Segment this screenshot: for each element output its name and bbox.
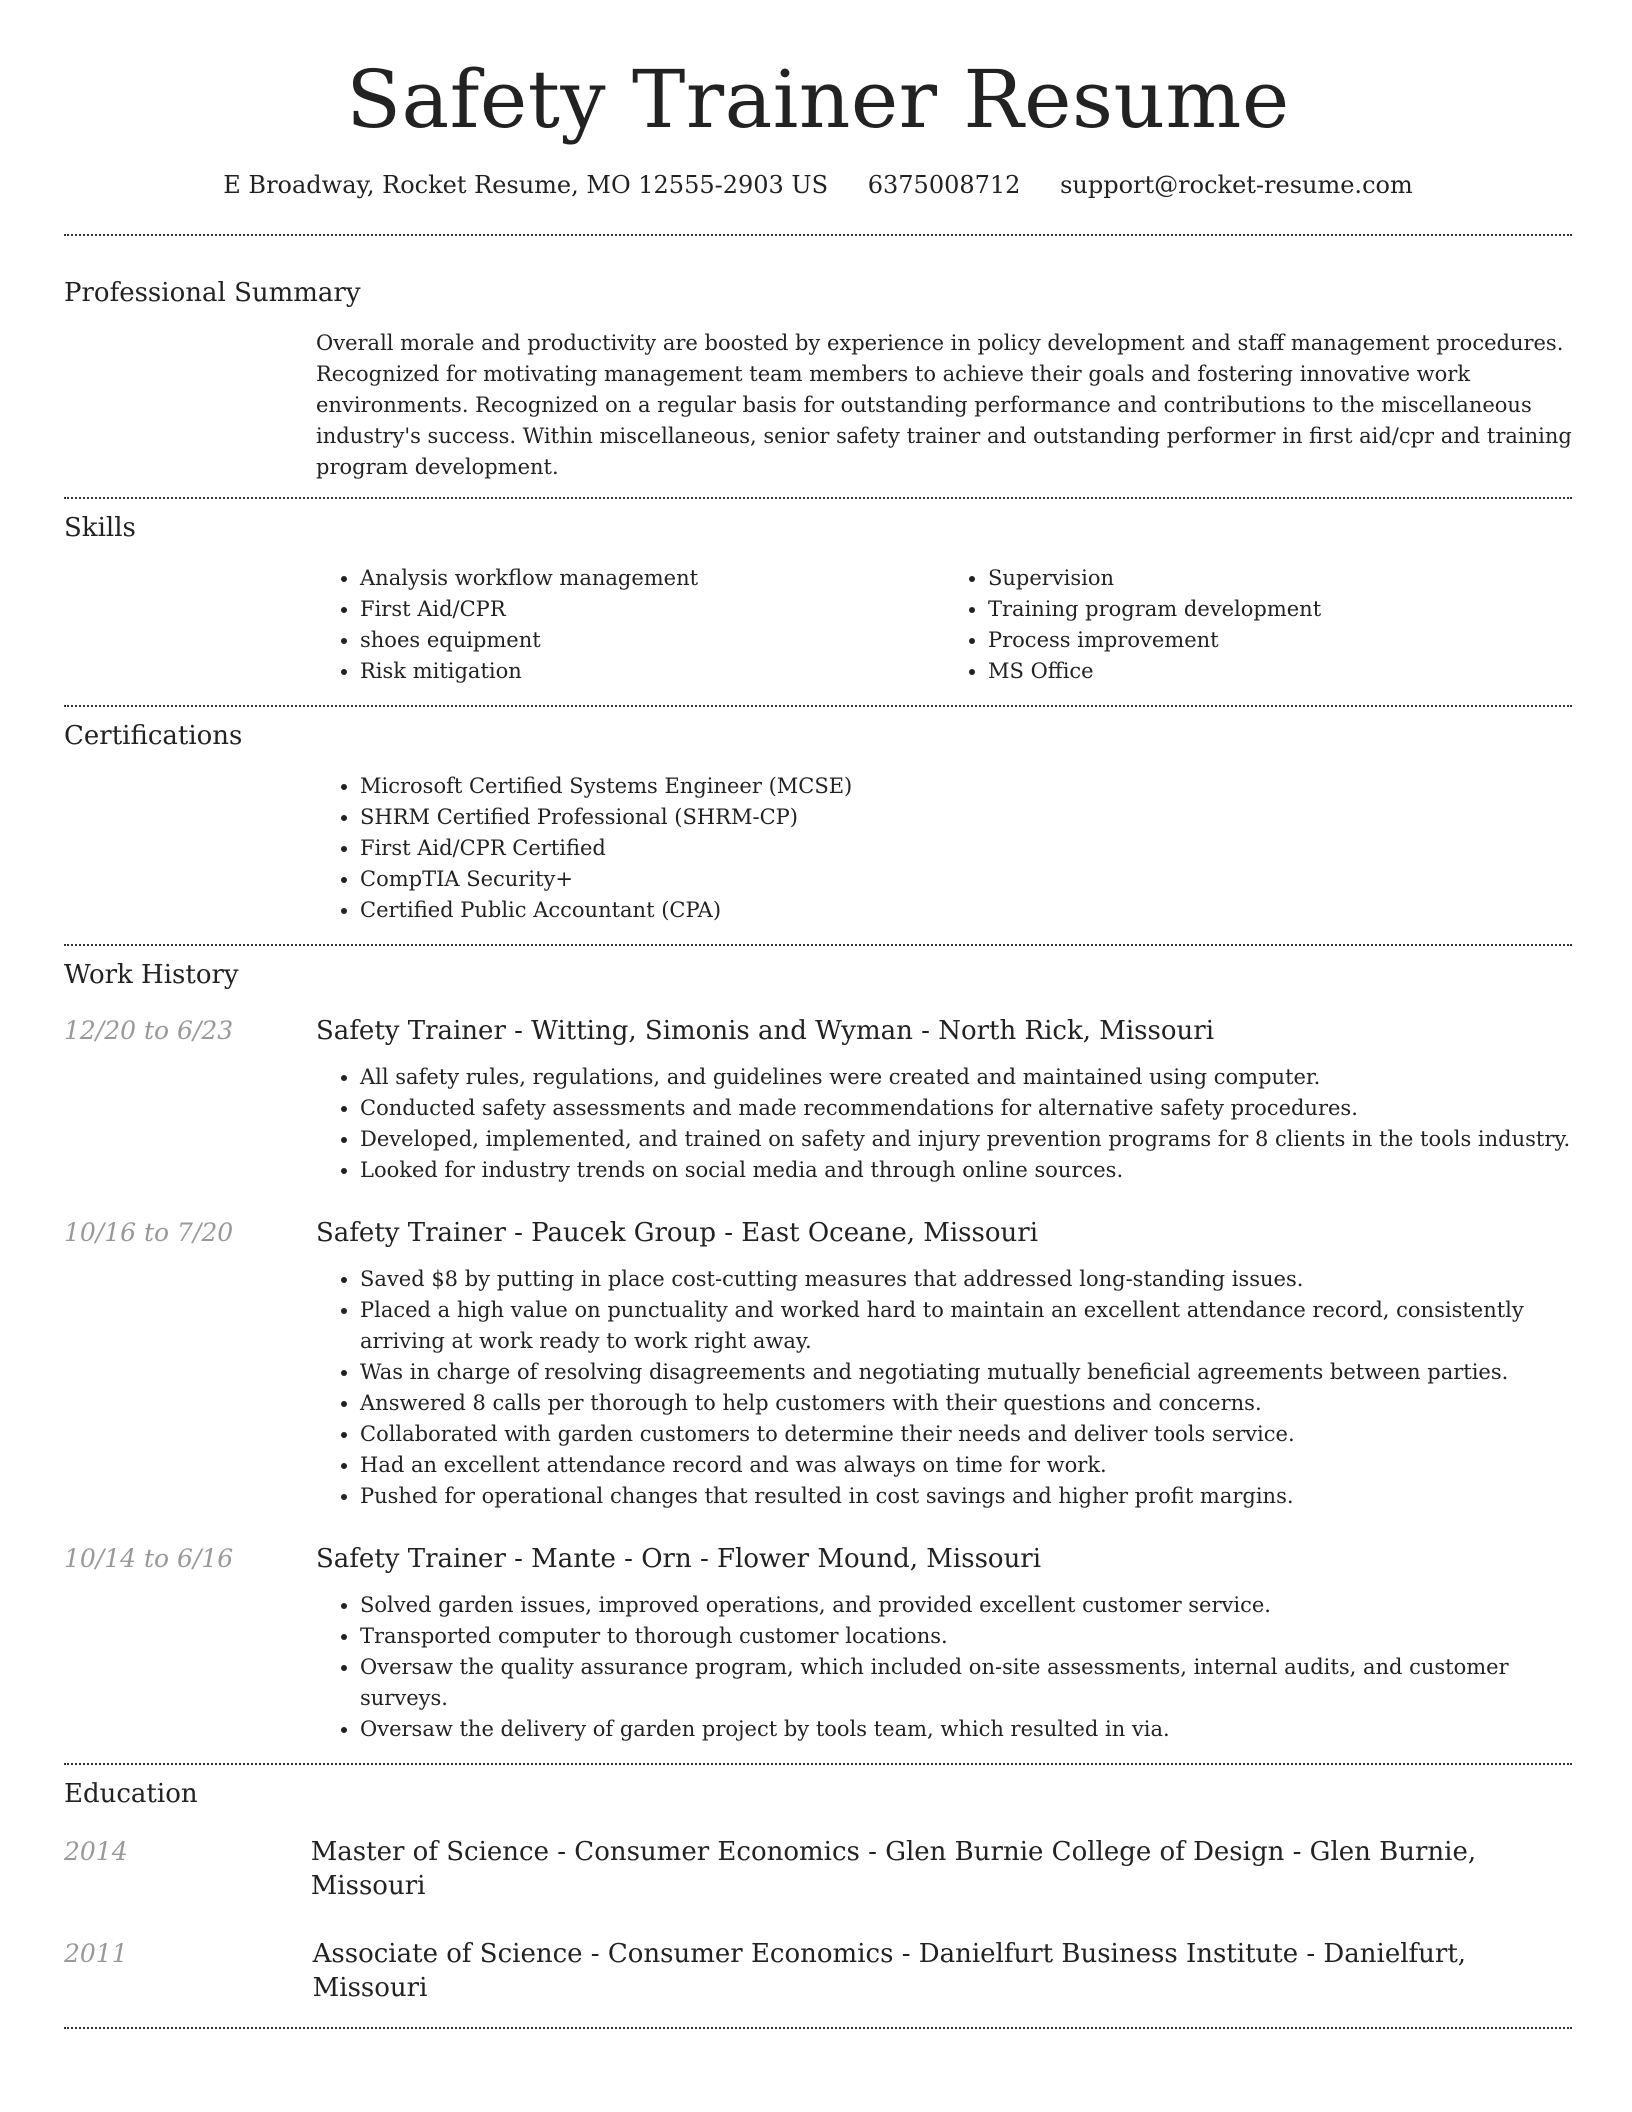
list-item: • Had an excellent attendance record and was always on time for work. [360,1450,1572,1481]
list-item: • Transported computer to thorough customer locations. [360,1621,1572,1652]
job-entry [64,1542,1572,1745]
list-item: • SHRM Certified Professional (SHRM-CP) [360,802,1572,833]
list-item: • Was in charge of resolving disagreements and negotiating mutually beneficial agreements between parties. [360,1357,1572,1388]
job-entry [64,1014,1572,1186]
email: support@rocket-resume.com [1060,171,1413,199]
work-history-section [64,946,1572,1745]
summary-section [64,236,1572,483]
list-item: • Oversaw the delivery of garden project by tools team, which resulted in via. [360,1714,1572,1745]
job-dates: 10/16 to 7/20 [64,1218,234,1247]
resume-page [64,0,1572,2029]
education-section [64,1765,1572,2005]
list-item: • Risk mitigation [360,656,944,687]
list-item: • Solved garden issues, improved operations, and provided excellent customer service. [360,1590,1572,1621]
job-dates: 10/14 to 6/16 [64,1544,234,1573]
list-item: • Analysis workflow management [360,563,944,594]
list-item: • Oversaw the quality assurance program, which included on-site assessments, internal audits, and customer surveys. [360,1652,1572,1714]
section-title: Certifications [64,721,243,751]
list-item: • First Aid/CPR [360,594,944,625]
skills-list-right [944,563,1572,687]
list-item: • Looked for industry trends on social media and through online sources. [360,1155,1572,1186]
section-title: Education [64,1779,198,1809]
job-bullets [316,1590,1572,1745]
list-item: • Microsoft Certified Systems Engineer (MCSE) [360,771,1572,802]
skills-section [64,499,1572,687]
education-degree: Master of Science - Consumer Economics - Glen Burnie College of Design - Glen Burnie, Missouri [310,1837,1477,1901]
education-entry [64,1835,1572,1903]
list-item: • Developed, implemented, and trained on safety and injury prevention programs for 8 clients in the tools industry. [360,1124,1572,1155]
list-item: • CompTIA Security+ [360,864,1572,895]
education-degree: Associate of Science - Consumer Economics - Danielfurt Business Institute - Danielfurt, Missouri [312,1939,1467,2003]
list-item: • All safety rules, regulations, and guidelines were created and maintained using computer. [360,1062,1572,1093]
list-item: • Process improvement [988,625,1572,656]
list-item: • Placed a high value on punctuality and worked hard to maintain an excellent attendance record, consistently arriving at work ready to work right away. [360,1295,1572,1357]
list-item: • MS Office [988,656,1572,687]
summary-text: Overall morale and productivity are boosted by experience in policy development and staff management procedures. Recognized for motivating management team members to achieve their goals and fostering innovative work environments. Recognized on a regular basis for outstanding performance and contributions to the miscellaneous industry's success. Within miscellaneous, senior safety trainer and outstanding performer in first aid/cpr and training program development. [316,331,1572,479]
list-item: • shoes equipment [360,625,944,656]
list-item: • First Aid/CPR Certified [360,833,1572,864]
job-bullets [316,1264,1572,1512]
education-entry [64,1937,1572,2005]
job-entry [64,1216,1572,1512]
section-title: Professional Summary [64,278,361,308]
job-heading: Safety Trainer - Witting, Simonis and Wyman - North Rick, Missouri [316,1016,1215,1046]
list-item: • Saved $8 by putting in place cost-cutting measures that addressed long-standing issues. [360,1264,1572,1295]
list-item: • Conducted safety assessments and made recommendations for alternative safety procedures. [360,1093,1572,1124]
job-heading: Safety Trainer - Paucek Group - East Oceane, Missouri [316,1218,1039,1248]
job-dates: 12/20 to 6/23 [64,1016,234,1045]
job-bullets [316,1062,1572,1186]
certifications-list [316,771,1572,926]
list-item: • Supervision [988,563,1572,594]
section-title: Skills [64,513,136,543]
education-year: 2011 [64,1939,128,1968]
job-heading: Safety Trainer - Mante - Orn - Flower Mound, Missouri [316,1544,1042,1574]
divider [64,2027,1572,2029]
phone: 6375008712 [867,171,1021,199]
list-item: • Collaborated with garden customers to determine their needs and deliver tools service. [360,1419,1572,1450]
section-title: Work History [64,960,239,990]
list-item: • Training program development [988,594,1572,625]
resume-title: Safety Trainer Resume [346,53,1290,146]
certifications-section [64,707,1572,926]
address: E Broadway, Rocket Resume, MO 12555-2903 US [223,171,829,199]
list-item: • Pushed for operational changes that resulted in cost savings and higher profit margins. [360,1481,1572,1512]
skills-list-left [316,563,944,687]
contact-line [64,168,1572,202]
list-item: • Certified Public Accountant (CPA) [360,895,1572,926]
education-year: 2014 [64,1837,128,1866]
list-item: • Answered 8 calls per thorough to help customers with their questions and concerns. [360,1388,1572,1419]
